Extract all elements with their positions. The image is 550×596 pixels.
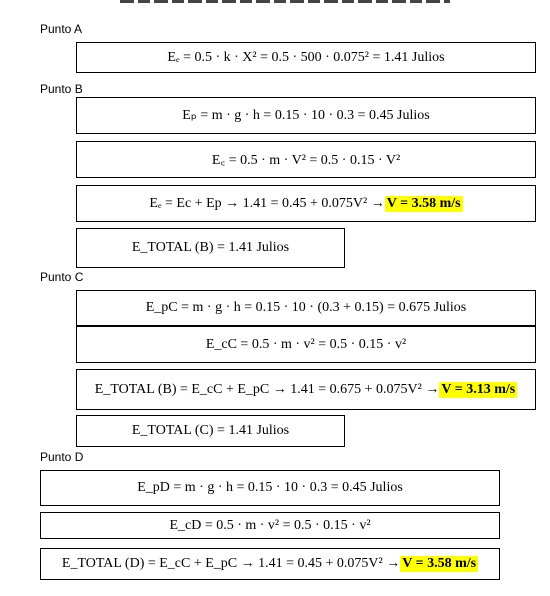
section-header-punto-b: Punto B (40, 82, 83, 96)
section-header-punto-d: Punto D (40, 450, 84, 464)
equation-d-potential: E_pD = m · g · h = 0.15 · 10 · 0.3 = 0.45 Julios (40, 470, 500, 506)
equation-b-total: E_TOTAL (B) = 1.41 Julios (76, 228, 345, 268)
velocity-result-c: V = 3.13 m/s (441, 381, 516, 397)
velocity-result-d: V = 3.58 m/s (402, 556, 477, 571)
equation-b-potential: Eₚ = m · g · h = 0.15 · 10 · 0.3 = 0.45 Julios (76, 97, 536, 134)
equation-d-kinetic: E_cD = 0.5 · m · v² = 0.5 · 0.15 · v² (40, 512, 500, 539)
equation-c-kinetic: E_cC = 0.5 · m · v² = 0.5 · 0.15 · v² (76, 326, 536, 363)
equation-b-balance (76, 185, 536, 222)
equation-b-kinetic: E꜀ = 0.5 · m · V² = 0.5 · 0.15 · V² (76, 141, 536, 178)
equation-c-balance-text: E_TOTAL (B) = E_cC + E_pC → 1.41 = 0.675 + 0.075V² → (94, 381, 440, 397)
equation-b-balance-text: Eₑ = Ec + Ep → 1.41 = 0.45 + 0.075V² → (149, 195, 385, 211)
section-header-punto-c: Punto C (40, 270, 84, 284)
equation-d-balance-text: E_TOTAL (D) = E_cC + E_pC → 1.41 = 0.45 + 0.075V² → (61, 556, 401, 571)
equation-c-balance (76, 369, 536, 410)
equation-c-total: E_TOTAL (C) = 1.41 Julios (76, 415, 345, 447)
section-header-punto-a: Punto A (40, 22, 83, 36)
equation-a-elastic: Eₑ = 0.5 · k · X² = 0.5 · 500 · 0.075² = 1.41 Julios (76, 42, 536, 73)
equation-c-potential: E_pC = m · g · h = 0.15 · 10 · (0.3 + 0.15) = 0.675 Julios (76, 290, 536, 326)
cropped-text-fragment (0, 0, 550, 3)
equation-d-balance (40, 548, 500, 580)
velocity-result-b: V = 3.58 m/s (386, 195, 461, 211)
